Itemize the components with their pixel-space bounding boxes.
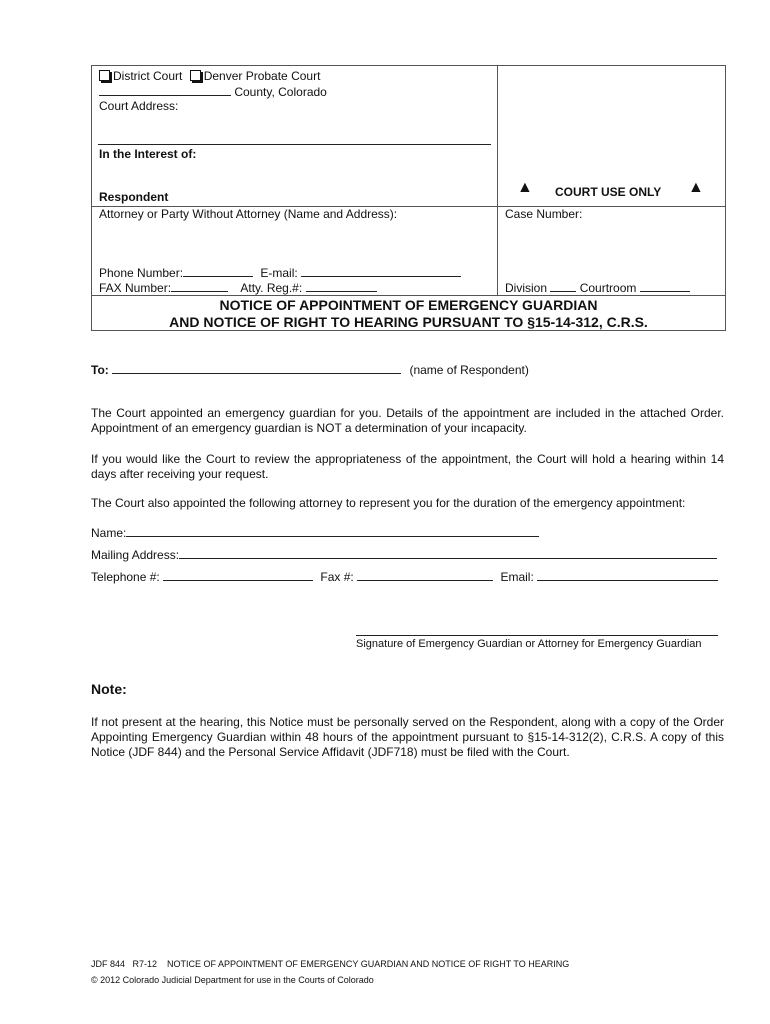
mailing-address-row [91,547,717,562]
fax-row [99,280,377,295]
paragraph-attorney: The Court also appointed the following attorney to represent you for the duration of the emergency appointment: [91,496,686,510]
caption-divider-row2 [91,295,726,296]
form-title-line2: AND NOTICE OF RIGHT TO HEARING PURSUANT TO §15-14-312, C.R.S. [169,314,648,330]
county-blank[interactable] [99,84,231,96]
court-address-label: Court Address: [99,99,179,113]
fax-blank[interactable] [171,280,228,292]
email-address-blank[interactable] [537,569,718,581]
paragraph-appointment: The Court appointed an emergency guardian for you. Details of the appointment are included in the attached Order. Appointment of an emergency guardian is NOT a determination of your incapacity. [91,406,724,435]
attorney-name-label: Name: [91,526,127,540]
caption-divider-vertical [497,65,498,295]
county-label: County, Colorado [234,85,327,99]
signature-caption: Signature of Emergency Guardian or Attorney for Emergency Guardian [356,638,702,650]
respondent-name-blank[interactable] [112,362,401,374]
fax-number-blank[interactable] [357,569,493,581]
contact-row [91,569,718,584]
up-arrow-icon-right: ▲ [688,179,704,196]
court-type-row [99,69,320,83]
attorney-label: Attorney or Party Without Attorney (Name and Address): [99,207,398,221]
signature-line[interactable] [356,635,718,636]
form-title [91,297,726,330]
email-address-label: Email: [500,570,534,584]
division-label: Division [505,281,548,295]
division-row [505,280,690,295]
mailing-address-blank[interactable] [179,547,717,559]
court-address-line[interactable] [98,144,491,145]
atty-reg-blank[interactable] [306,280,377,292]
to-suffix: (name of Respondent) [409,363,529,377]
courtroom-blank[interactable] [640,280,690,292]
phone-blank[interactable] [183,265,253,277]
phone-row [99,265,461,280]
phone-label: Phone Number: [99,266,184,280]
in-interest-label: In the Interest of: [99,147,197,161]
fax-number-label: Fax #: [320,570,354,584]
to-row [91,362,529,377]
telephone-label: Telephone #: [91,570,160,584]
attorney-name-row [91,525,539,540]
court-use-only-label: COURT USE ONLY [555,185,662,199]
form-title-line1: NOTICE OF APPOINTMENT OF EMERGENCY GUARDIAN [219,297,598,313]
mailing-address-label: Mailing Address: [91,548,180,562]
division-blank[interactable] [550,280,576,292]
footer-copyright: © 2012 Colorado Judicial Department for use in the Courts of Colorado [91,975,374,985]
up-arrow-icon-left: ▲ [517,179,533,196]
paragraph-hearing: If you would like the Court to review the appropriateness of the appointment, the Court will hold a hearing within 14 days after receiving your request. [91,452,724,481]
email-blank[interactable] [301,265,461,277]
telephone-blank[interactable] [163,569,313,581]
footer-form-id: JDF 844 R7-12 NOTICE OF APPOINTMENT OF EMERGENCY GUARDIAN AND NOTICE OF RIGHT TO HEARING [91,959,570,969]
courtroom-label: Courtroom [579,281,637,295]
atty-reg-label: Atty. Reg.#: [240,281,303,295]
county-row [99,84,327,99]
district-court-label: District Court [113,69,183,83]
email-label: E-mail: [260,266,298,280]
attorney-name-blank[interactable] [126,525,539,537]
denver-probate-label: Denver Probate Court [203,69,321,83]
case-number-label: Case Number: [505,207,583,221]
district-court-checkbox[interactable] [99,70,110,81]
respondent-label: Respondent [99,190,169,204]
note-heading: Note: [91,681,127,697]
denver-probate-checkbox[interactable] [190,70,201,81]
to-label: To: [91,363,109,377]
note-text: If not present at the hearing, this Notice must be personally served on the Respondent, along with a copy of the Order Appointing Emergency Guardian within 48 hours of the appointment pursuant to §15-14-312(2), C.R.S. A copy of this Notice (JDF 844) and the Personal Service Affidavit (JDF718) must be filed with the Court. [91,715,724,759]
fax-label: FAX Number: [99,281,172,295]
